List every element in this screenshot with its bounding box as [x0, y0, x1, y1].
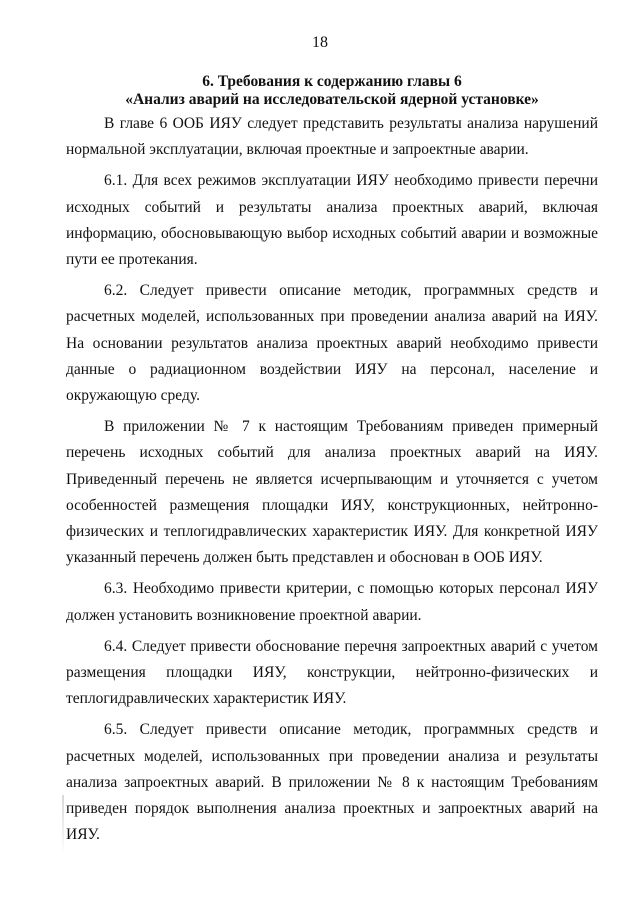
scan-artifact [62, 795, 64, 855]
section-subheading: «Анализ аварий на исследовательской ядерной установке» [125, 91, 539, 108]
paragraph-appendix-7: В приложении № 7 к настоящим Требованиям приведен примерный перечень исходных событий для анализа проектных аварий на ИЯУ. Приведенный перечень не является исчерпывающим и уточняется с учетом особенностей размещения площадки ИЯУ, конструкционных, нейтронно-физических и теплогидравлических характеристик ИЯУ. Для конкретной ИЯУ указанный перечень должен быть представлен и обоснован в ООБ ИЯУ. [66, 418, 598, 567]
paragraph-6-4: 6.4. Следует привести обоснование перечня запроектных аварий с учетом размещения площадки ИЯУ, конструкции, нейтронно-физических и теплогидравлических характеристик ИЯУ. [66, 637, 598, 708]
page-number: 18 [312, 34, 328, 51]
paragraph-6-2: 6.2. Следует привести описание методик, программных средств и расчетных моделей, использованных при проведении анализа аварий на ИЯУ. На основании результатов анализа проектных аварий необходимо привести данные о радиационном воздействии ИЯУ на персонал, население и окружающую среду. [66, 282, 598, 405]
paragraph-6-3: 6.3. Необходимо привести критерии, с помощью которых персонал ИЯУ должен установить возникновение проектной аварии. [66, 580, 598, 624]
section-heading: 6. Требования к содержанию главы 6 [202, 73, 462, 90]
document-body [66, 111, 598, 853]
paragraph-6-5: 6.5. Следует привести описание методик, программных средств и расчетных моделей, использованных при проведении анализа и результаты анализа запроектных аварий. В приложении № 8 к настоящим Требованиям приведен порядок выполнения анализа проектных и запроектных аварий на ИЯУ. [66, 721, 598, 844]
paragraph-6-1: 6.1. Для всех режимов эксплуатации ИЯУ необходимо привести перечни исходных событий и результаты анализа проектных аварий, включая информацию, обосновывающую выбор исходных событий аварии и возможные пути ее протекания. [66, 172, 598, 269]
paragraph-intro: В главе 6 ООБ ИЯУ следует представить результаты анализа нарушений нормальной эксплуатации, включая проектные и запроектные аварии. [66, 115, 598, 159]
